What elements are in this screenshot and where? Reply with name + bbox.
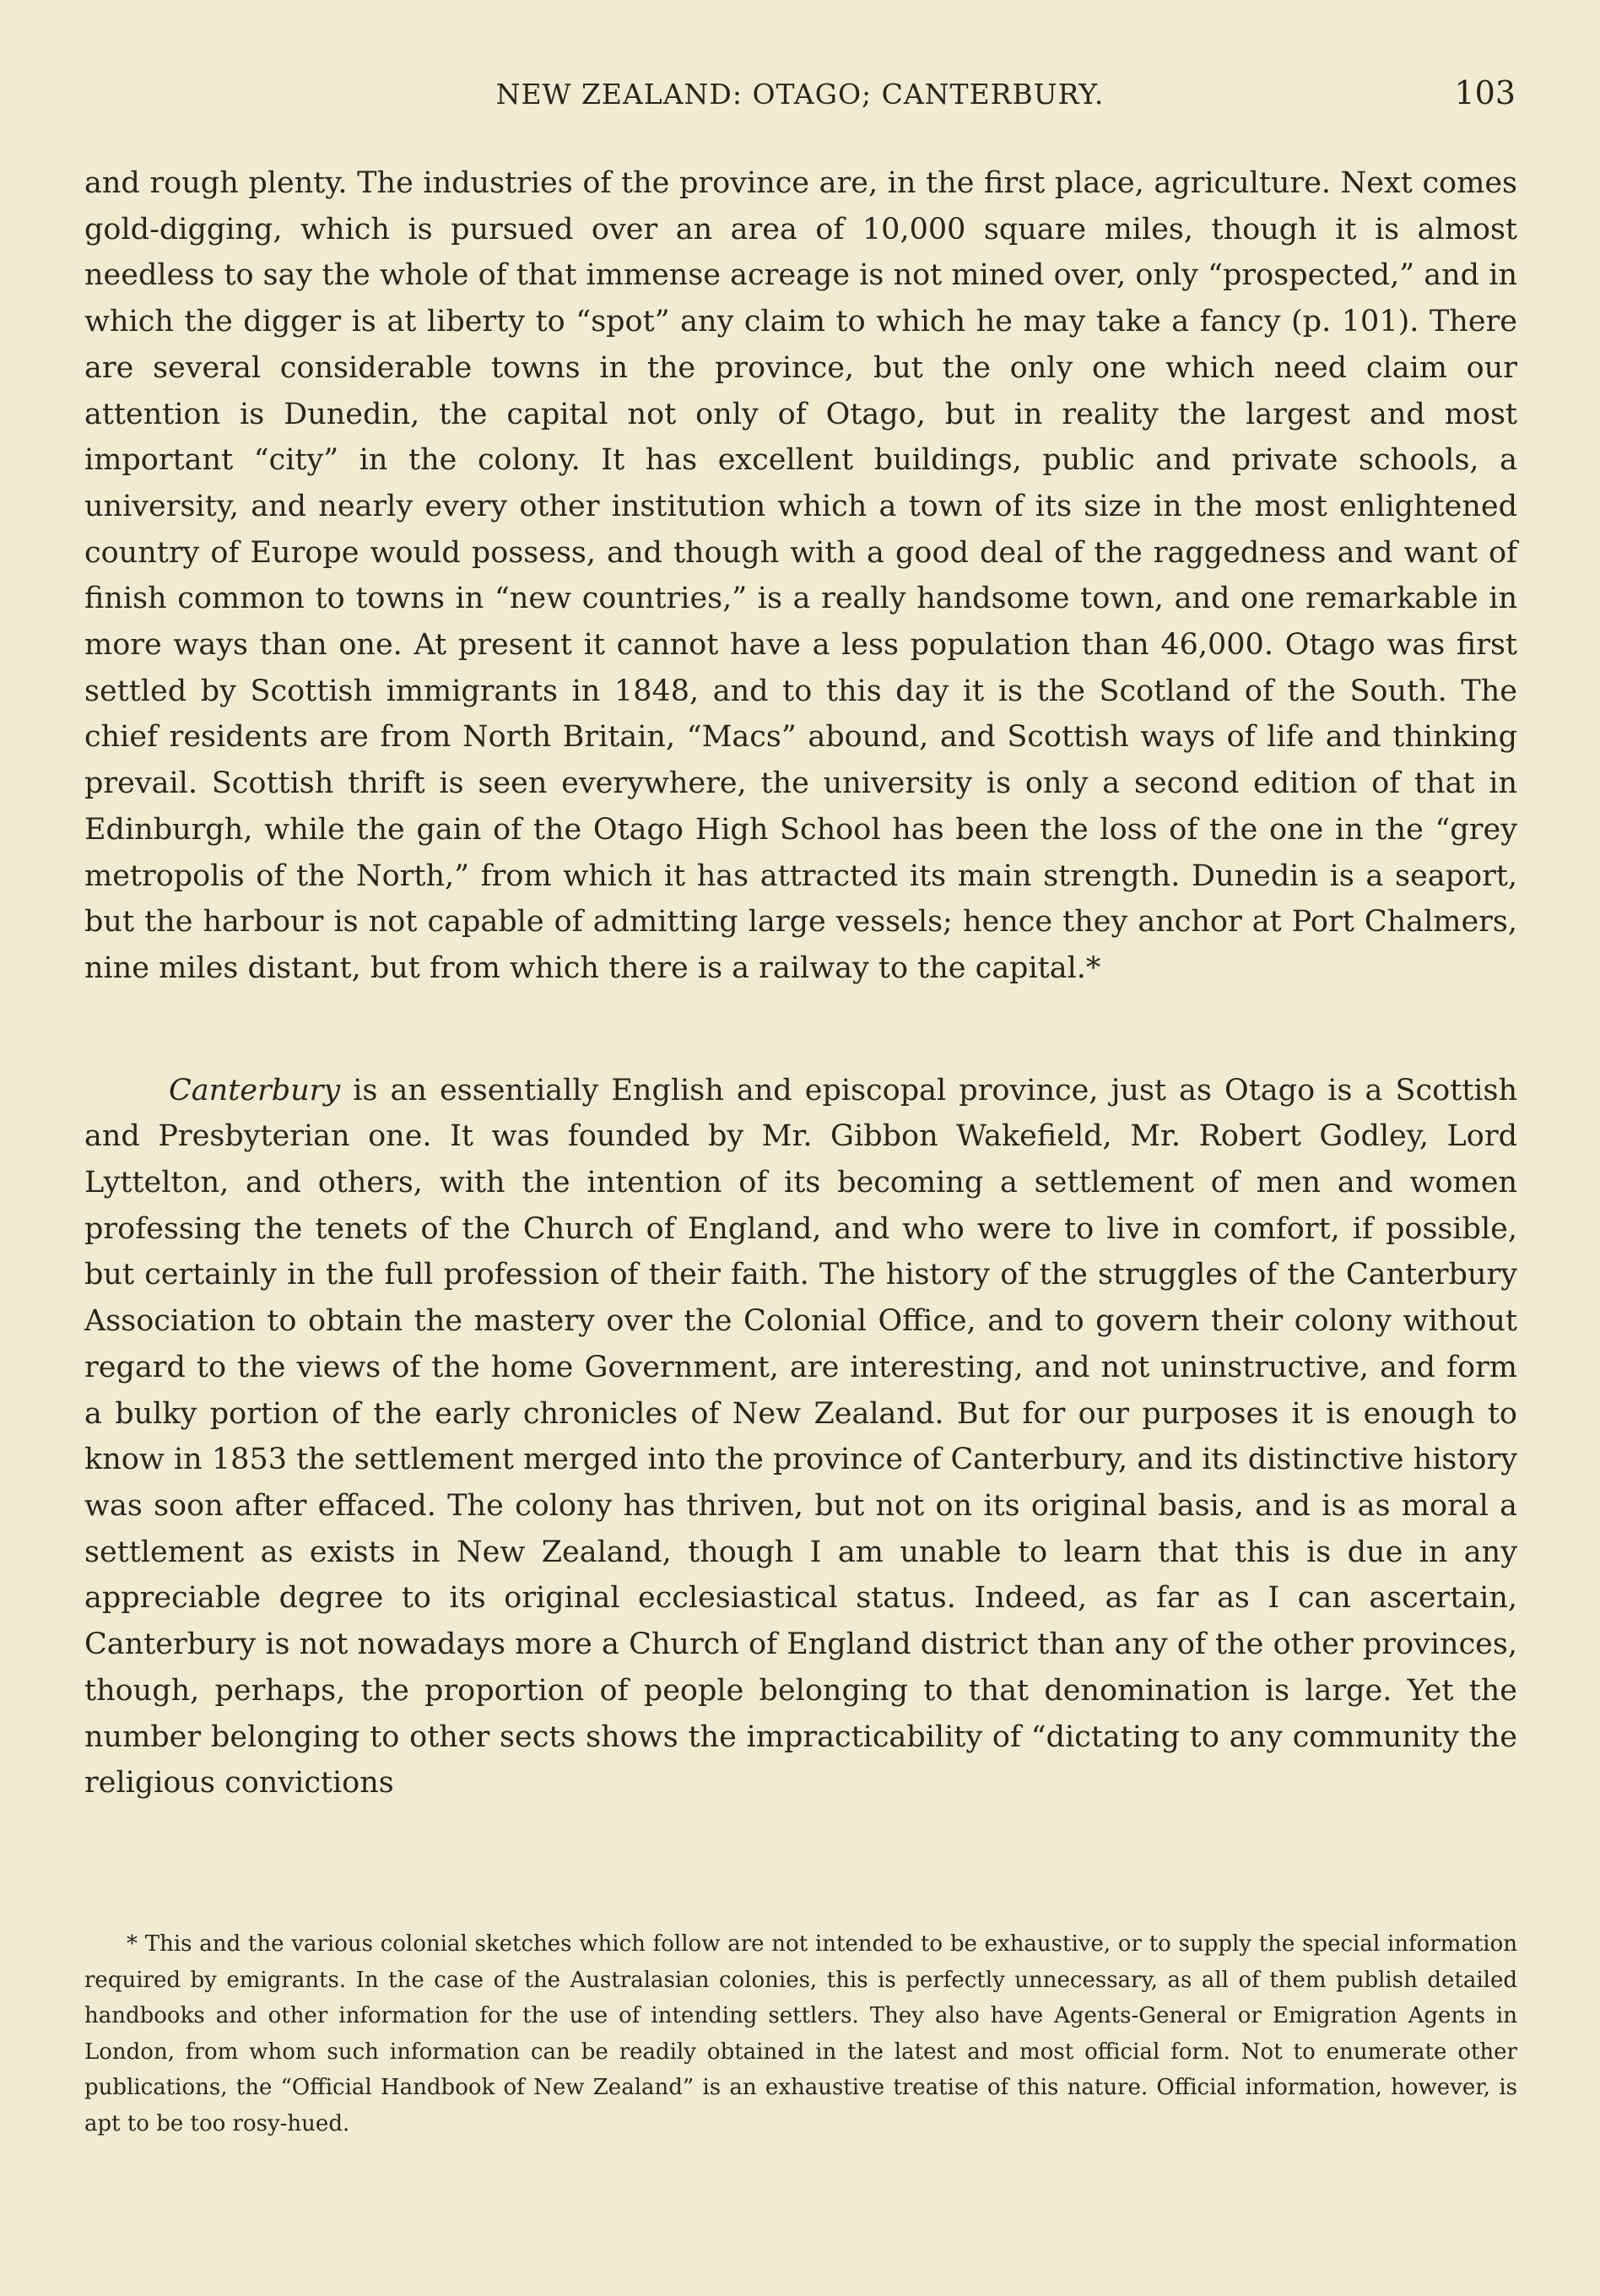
footnotes [84, 1926, 1517, 2142]
paragraph-canterbury-text: is an essentially English and episcopal province, just as Otago is a Scottish and Presbyterian one. It was founded by Mr. Gibbon Wakefield, Mr. Robert Godley, Lord Lyttelton, and others, with the intention of its becoming a settlement of men and women professing the tenets of the Church of England, and who were to live in comfort, if possible, but certainly in the full profession of their faith. The history of the struggles of the Canterbury Association to obtain the mastery over the Colonial Office, and to govern their colony without regard to the views of the home Government, are interesting, and not uninstructive, and form a bulky portion of the early chronicles of New Zealand. But for our purposes it is enough to know in 1853 the settlement merged into the province of Canterbury, and its distinctive history was soon after effaced. The colony has thriven, but not on its original basis, and is as moral a settlement as exists in New Zealand, though I am unable to learn that this is due in any appreciable degree to its original ecclesiastical status. Indeed, as far as I can ascertain, Canterbury is not nowadays more a Church of England district than any of the other provinces, though, perhaps, the proportion of people belonging to that denomination is large. Yet the number belonging to other sects shows the impracticability of “dictating to any community the religious convictions [84, 1073, 1517, 1801]
page-number: 103 [1454, 74, 1516, 111]
lead-term-canterbury: Canterbury [169, 1073, 341, 1107]
page-header [84, 74, 1516, 120]
running-head: NEW ZEALAND: OTAGO; CANTERBURY. [495, 78, 1105, 111]
body-text [84, 160, 1517, 1806]
footnote: * This and the various colonial sketches which follow are not intended to be exhaustive, or to supply the special information required by emigrants. In the case of the Australasian colonies, this is perfectly unnecessary, as all of them publish detailed handbooks and other information for the use of intending settlers. They also have Agents-General or Emigration Agents in London, from whom such information can be readily obtained in the latest and most official form. Not to enumerate other publications, the “Official Handbook of New Zealand” is an exhaustive treatise of this nature. Official information, however, is apt to be too rosy-hued. [84, 1931, 1517, 2136]
paragraph-otago: and rough plenty. The industries of the province are, in the first place, agriculture. Next comes gold-digging, which is pursued over an area of 10,000 square miles, though it is almost needless to say the whole of that immense acreage is not mined over, only “prospected,” and in which the digger is at liberty to “spot” any claim to which he may take a fancy (p. 101). There are several considerable towns in the province, but the only one which need claim our attention is Dunedin, the capital not only of Otago, but in reality the largest and most important “city” in the colony. It has excellent buildings, public and private schools, a university, and nearly every other institution which a town of its size in the most enlightened country of Europe would possess, and though with a good deal of the raggedness and want of finish common to towns in “new countries,” is a really handsome town, and one remarkable in more ways than one. At present it cannot have a less population than 46,000. Otago was first settled by Scottish immigrants in 1848, and to this day it is the Scotland of the South. The chief residents are from North Britain, “Macs” abound, and Scottish ways of life and thinking prevail. Scottish thrift is seen everywhere, the university is only a second edition of that in Edinburgh, while the gain of the Otago High School has been the loss of the one in the “grey metropolis of the North,” from which it has attracted its main strength. Dunedin is a seaport, but the harbour is not capable of admitting large vessels; hence they anchor at Port Chalmers, nine miles distant, but from which there is a railway to the capital.* [84, 166, 1517, 985]
paragraph-canterbury [84, 1068, 1517, 1806]
